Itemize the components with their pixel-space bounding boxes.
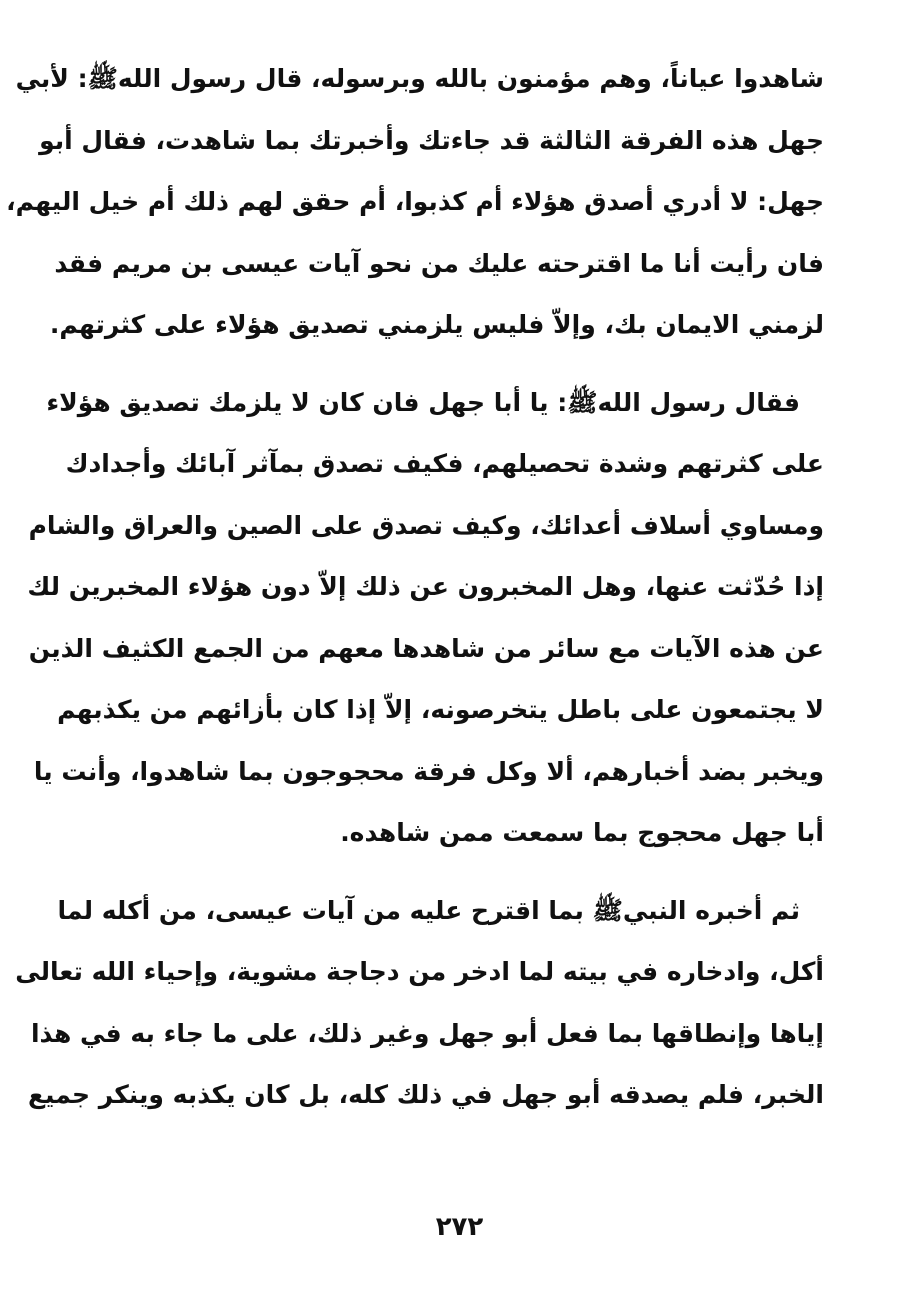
text-line: فان رأيت أنا ما اقترحته عليك من نحو آيات عيسى بن مريم فقد	[54, 248, 824, 278]
text-line: ومساوي أسلاف أعدائك، وكيف تصدق على الصين والعراق والشام	[28, 510, 824, 540]
paragraph-gap	[96, 864, 824, 880]
text-line: ويخبر بضد أخبارهم، ألا وكل فرقة محجوجون بما شاهدوا، وأنت يا	[33, 756, 824, 786]
text-line: فقال رسول اللهﷺ: يا أبا جهل فان كان لا يلزمك تصديق هؤلاء	[46, 387, 800, 417]
paragraph-2	[27, 372, 824, 864]
text-line: على كثرتهم وشدة تحصيلهم، فكيف تصدق بمآثر آبائك وأجدادك	[65, 449, 824, 478]
page-body	[6, 48, 824, 1126]
text-line: الخبر، فلم يصدقه أبو جهل في ذلك كله، بل كان يكذبه وينكر جميع	[27, 1080, 824, 1109]
paragraph-3	[15, 880, 824, 1126]
text-line: جهل هذه الفرقة الثالثة قد جاءتك وأخبرتك بما شاهدت، فقال أبو	[39, 125, 824, 155]
text-line: ثم أخبره النبيﷺ بما اقترح عليه من آيات عيسى، من أكله لما	[57, 895, 800, 925]
text-line: شاهدوا عياناً، وهم مؤمنون بالله وبرسوله، قال رسول اللهﷺ: لأبي	[15, 64, 824, 93]
text-line: أكل، وادخاره في بيته لما ادخر من دجاجة مشوية، وإحياء الله تعالى	[15, 957, 824, 986]
text-line: جهل: لا أدري أصدق هؤلاء أم كذبوا، أم حقق لهم ذلك أم خيل اليهم،	[6, 187, 824, 216]
paragraph-1	[6, 48, 824, 356]
text-line: إذا حُدّثت عنها، وهل المخبرون عن ذلك إلاّ دون هؤلاء المخبرين لك	[27, 572, 824, 601]
paragraph-gap	[96, 356, 824, 372]
page-number: ٢٧٢	[435, 1212, 484, 1242]
text-line: إياها وإنطاقها بما فعل أبو جهل وغير ذلك، على ما جاء به في هذا	[30, 1018, 824, 1048]
text-line: أبا جهل محجوج بما سمعت ممن شاهده.	[340, 818, 824, 847]
text-line: لا يجتمعون على باطل يتخرصونه، إلاّ إذا كان بأزائهم من يكذبهم	[57, 695, 824, 724]
text-line: عن هذه الآيات مع سائر من شاهدها معهم من الجمع الكثيف الذين	[28, 633, 824, 663]
text-line: لزمني الايمان بك، وإلاّ فليس يلزمني تصديق هؤلاء على كثرتهم.	[49, 310, 824, 339]
